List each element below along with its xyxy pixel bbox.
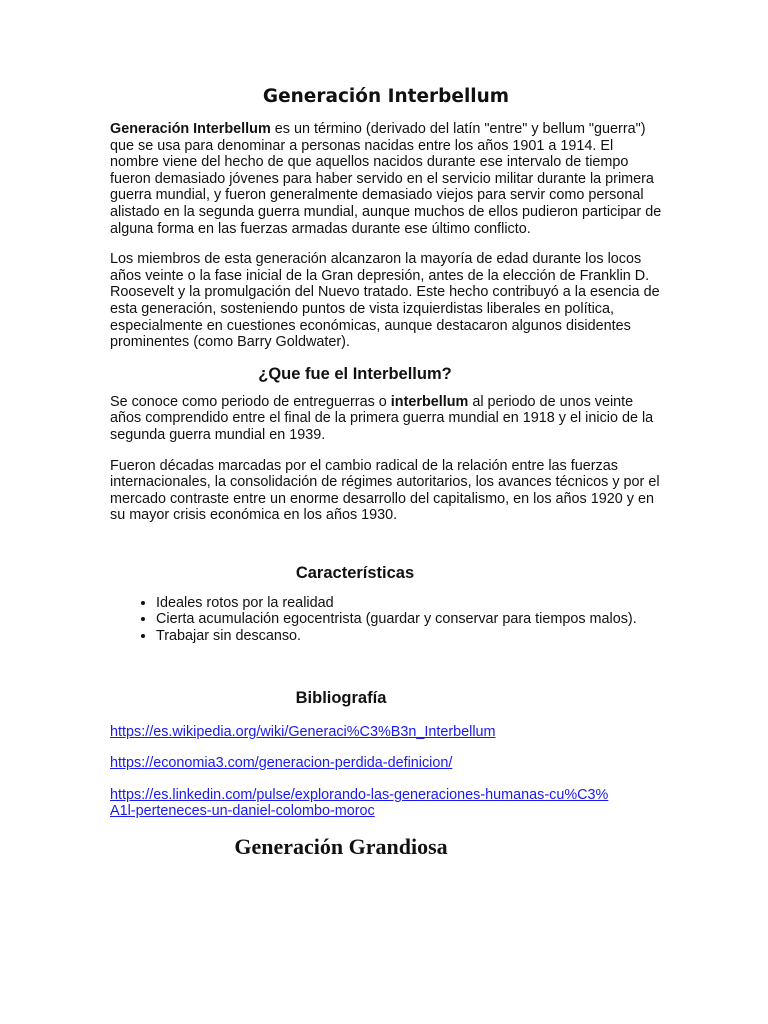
interbellum-bold-term: interbellum — [390, 393, 469, 410]
document-title: Generación Interbellum — [262, 86, 510, 107]
list-item: • Cierta acumulación egocentrista (guardar y conservar para tiempos malos). — [156, 611, 662, 628]
document-page — [110, 86, 662, 860]
bibliography-link-economia3[interactable]: https://economia3.com/generacion-perdida-definicion/ — [110, 755, 453, 772]
interbellum-paragraph — [110, 394, 662, 444]
section-heading-caracteristicas: Características — [295, 563, 415, 582]
intro-bold-term: Generación Interbellum — [110, 121, 271, 137]
next-section-title: Generación Grandiosa — [234, 834, 448, 860]
interbellum-text-a: Se conoce como periodo de entreguerras o — [110, 393, 391, 410]
list-item: • Trabajar sin descanso. — [156, 628, 662, 645]
interbellum-text-b: al periodo de unos veinte años comprendido entre el final de la primera guerra mundial en 1918 y el inicio de la segunda guerra mundial en 1939. — [110, 393, 654, 443]
characteristics-list — [110, 595, 662, 645]
intro-text: es un término (derivado del latín "entre" y bellum "guerra") que se usa para denominar a personas nacidas entre los años 1901 a 1914. El nombre viene del hecho de que aquellos nacidos durante ese intervalo de tiempo fueron demasiado jóvenes para haber servido en el servicio militar durante la primera guerra mundial, y fueron generalmente demasiado viejos para servir como personal alistado en la segunda guerra mundial, aunque muchos de ellos pudieron participar de alguna forma en las fuerzas armadas durante ese último conflicto. — [110, 121, 662, 237]
section-heading-bibliografia: Bibliografía — [295, 688, 387, 707]
members-paragraph: Los miembros de esta generación alcanzaron la mayoría de edad durante los locos años veinte o la fase inicial de la Gran depresión, antes de la elección de Franklin D. Roosevelt y la promulgación del Nuevo tratado. Este hecho contribuyó a la esencia de esta generación, sosteniendo puntos de vista izquierdistas liberales en política, especialmente en cuestiones económicas, aunque destacaron algunos disidentes prominentes (como Barry Goldwater). — [110, 251, 660, 351]
decades-paragraph: Fueron décadas marcadas por el cambio radical de la relación entre las fuerzas internacionales, la consolidación de régimes autoritarios, los avances técnicos y por el mercado contraste entre un enorme desarrollo del capitalismo, en los años 1920 y en su mayor crisis económica en los años 1930. — [110, 457, 660, 524]
intro-paragraph — [110, 121, 662, 237]
bibliography-link-linkedin[interactable]: https://es.linkedin.com/pulse/explorando-las-generaciones-humanas-cu%C3%A1l-perteneces-un-daniel-colombo-moroc — [110, 786, 609, 820]
bibliography-link-wikipedia[interactable]: https://es.wikipedia.org/wiki/Generaci%C3%B3n_Interbellum — [110, 723, 496, 740]
section-heading-que-fue: ¿Que fue el Interbellum? — [258, 364, 452, 383]
list-item: • Ideales rotos por la realidad — [156, 595, 662, 612]
